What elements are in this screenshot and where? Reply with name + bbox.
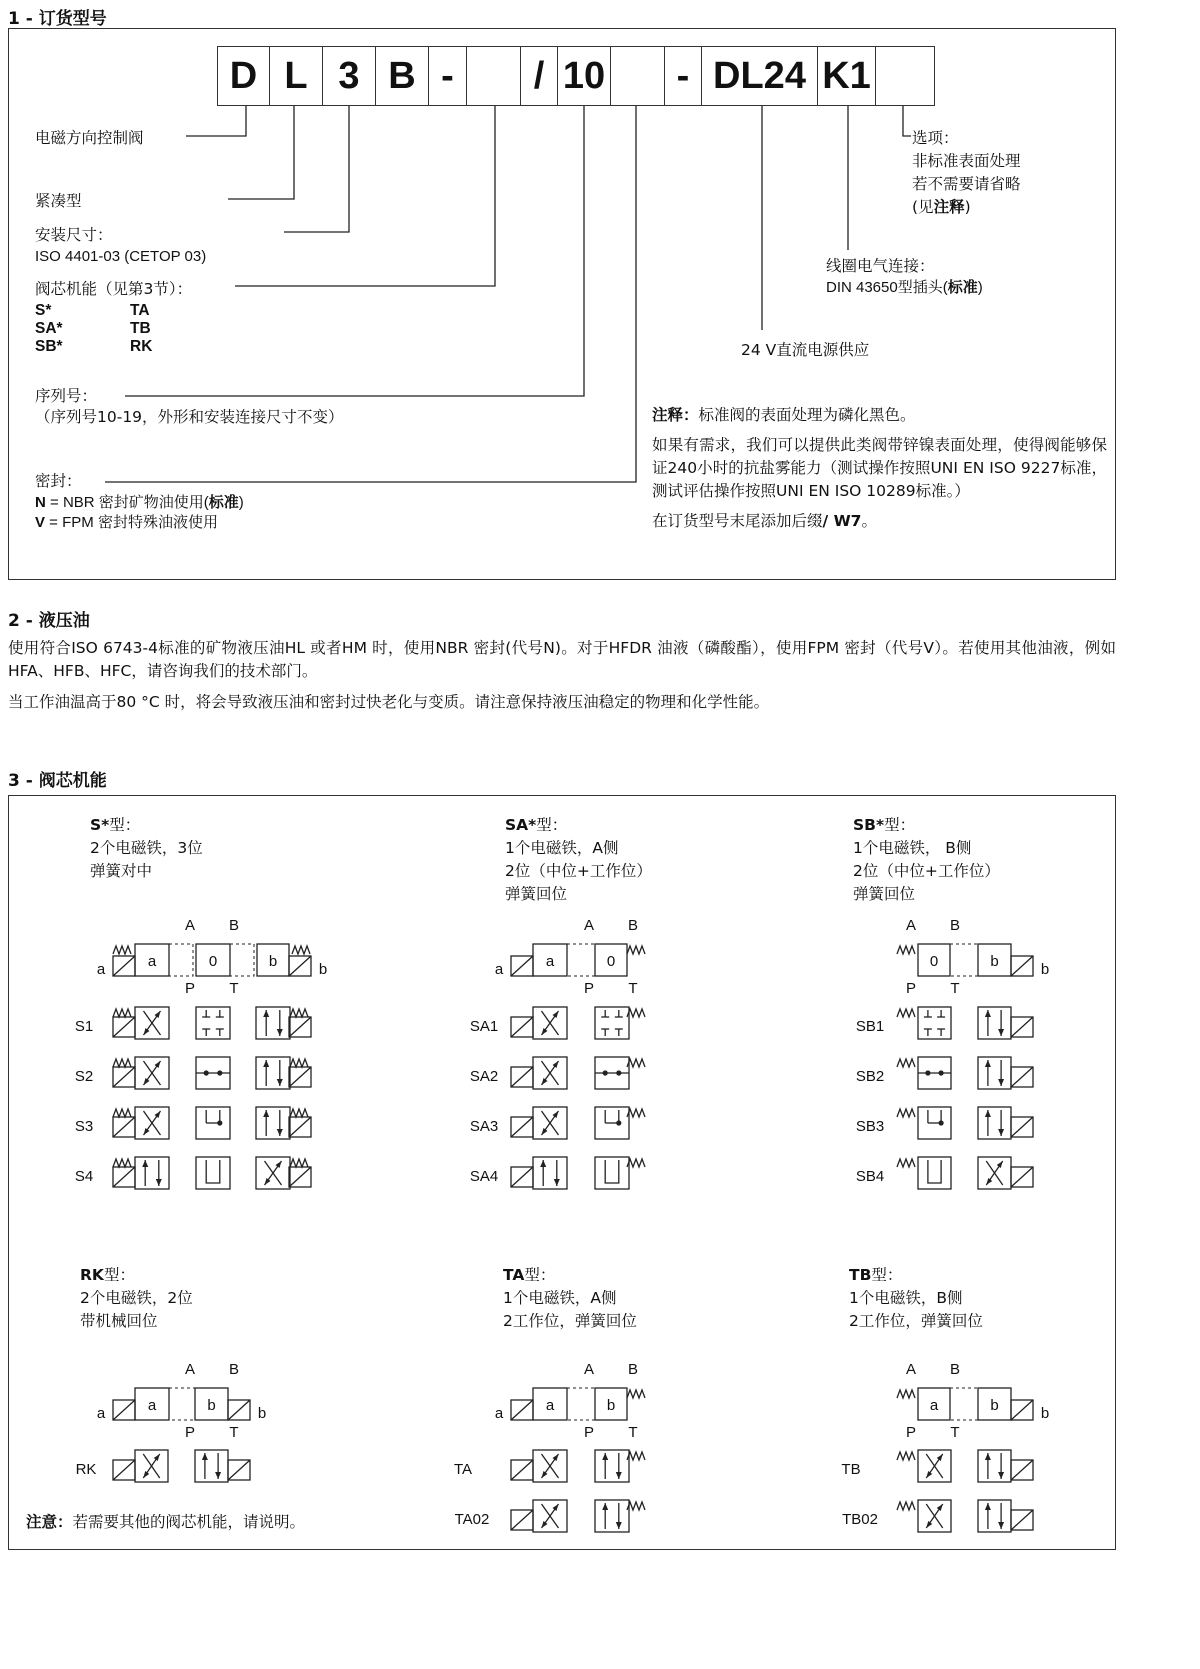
- sb-header-port-p: P: [905, 980, 917, 997]
- coil-post: ): [977, 279, 983, 296]
- fluid-para-2: 当工作油温高于80 °C 时，将会导致液压油和密封过快老化与变质。请注意保持液压油稳定的物理和化学性能。: [8, 693, 770, 711]
- s-header-port-b: B: [228, 917, 240, 934]
- s-header-port-a: A: [184, 917, 196, 934]
- s-row-4-label: S4: [74, 1168, 94, 1185]
- s-header-box-label-4: b: [268, 953, 278, 970]
- code-cell-connector: K1: [817, 46, 876, 106]
- s-row-3-label: S3: [74, 1118, 94, 1135]
- sb-header-box-label-0: 0: [929, 953, 939, 970]
- sa-header-port-a: A: [583, 917, 595, 934]
- note-bold: 注释：: [652, 406, 699, 424]
- spool-code: S*: [35, 302, 52, 319]
- ta-header-side-a: a: [494, 1405, 504, 1422]
- sb-header-side-b: b: [1040, 961, 1050, 978]
- note3-bold: / W7: [822, 512, 862, 530]
- footnote: [26, 1512, 305, 1533]
- rk-header-port-p: P: [184, 1424, 196, 1441]
- seal-v-text: = FPM 密封特殊油液使用: [45, 514, 218, 531]
- code-cell-spool: [466, 46, 521, 106]
- section-2-heading: 2 - 液压油: [8, 611, 90, 631]
- label-mount-value: ISO 4401-03 (CETOP 03): [35, 248, 207, 265]
- sb-row-1-label: SB1: [855, 1018, 885, 1035]
- sa-header-port-t: T: [628, 980, 638, 997]
- seal-n-code: N: [35, 494, 46, 511]
- sa-row-1-label: SA1: [469, 1018, 499, 1035]
- code-cell-option: [875, 46, 935, 106]
- code-cell-dash-1: -: [428, 46, 467, 106]
- label-supply: 24 V直流电源供应: [741, 341, 870, 359]
- sb-header-port-b: B: [949, 917, 961, 934]
- coil-bold: 标准: [947, 279, 978, 296]
- group-rk-line1: 2个电磁铁，2位: [80, 1289, 193, 1307]
- group-tb-line2: 2工作位，弹簧回位: [849, 1312, 983, 1330]
- group-sb-line3: 弹簧回位: [853, 885, 916, 903]
- group-sb-code: SB*: [853, 816, 885, 834]
- group-tb-suffix: 型：: [871, 1266, 903, 1284]
- label-spool-title: 阀芯机能（见第3节）：: [35, 280, 193, 298]
- group-s-suffix: 型：: [109, 816, 141, 834]
- opt3-post: ): [964, 198, 971, 216]
- note3-pre: 在订货型号末尾添加后缀: [652, 512, 823, 530]
- label-series-title: 序列号：: [35, 387, 98, 405]
- label-option-line3: [912, 197, 971, 218]
- label-mount-title: 安装尺寸：: [35, 226, 113, 244]
- group-tb-code: TB: [849, 1266, 872, 1284]
- code-cell-dash-2: -: [664, 46, 702, 106]
- tb-row-2-label: TB02: [842, 1511, 878, 1528]
- s-header-box-label-0: a: [147, 953, 157, 970]
- sa-header-side-a: a: [494, 961, 504, 978]
- rk-header-side-b: b: [257, 1405, 267, 1422]
- s-row-2-label: S2: [74, 1068, 94, 1085]
- sb-row-2-label: SB2: [855, 1068, 885, 1085]
- tb-header-port-t: T: [950, 1424, 960, 1441]
- label-option-title: 选项：: [912, 129, 959, 147]
- spool-code: TA: [130, 302, 150, 319]
- s-header-box-label-2: 0: [208, 953, 218, 970]
- spool-list-col2: [130, 300, 152, 358]
- note-text: 标准阀的表面处理为磷化黑色。: [698, 406, 916, 424]
- ta-row-1-label: TA: [453, 1461, 473, 1478]
- group-ta-suffix: 型：: [524, 1266, 556, 1284]
- label-coil-title: 线圈电气连接：: [826, 257, 935, 275]
- seal-v-code: V: [35, 514, 46, 531]
- note-para2: 如果有需求，我们可以提供此类阀带锌镍表面处理，使得阀能够保证240小时的抗盐雾能力（测试操作按照UNI EN ISO 9227标准，测试评估操作按照UNI EN ISO 10289标准。）: [652, 436, 1107, 500]
- sa-header-box-label-0: a: [545, 953, 555, 970]
- label-option-line1: 非标准表面处理: [912, 152, 1021, 170]
- label-compact: 紧凑型: [35, 192, 82, 210]
- s-header-side-b: b: [318, 961, 328, 978]
- note3-post: 。: [861, 512, 877, 530]
- spool-code: TB: [130, 320, 151, 337]
- spool-code: SB*: [35, 338, 63, 355]
- code-cell-d: D: [217, 46, 270, 106]
- tb-header-side-b: b: [1040, 1405, 1050, 1422]
- code-cell-l: L: [269, 46, 323, 106]
- tb-header-box-label-0: a: [929, 1397, 939, 1414]
- code-cell-b: B: [375, 46, 429, 106]
- tb-header-port-p: P: [905, 1424, 917, 1441]
- label-seal-v: [35, 512, 218, 533]
- seal-n-std: 标准: [208, 494, 239, 511]
- ta-header-port-p: P: [583, 1424, 595, 1441]
- group-rk-line2: 带机械回位: [80, 1312, 158, 1330]
- sa-header-box-label-2: 0: [606, 953, 616, 970]
- section-1-heading: 1 - 订货型号: [8, 9, 107, 29]
- code-cell-series: 10: [557, 46, 611, 106]
- footnote-bold: 注意：: [26, 1513, 73, 1531]
- rk-header-port-b: B: [228, 1361, 240, 1378]
- group-sa-code: SA*: [505, 816, 537, 834]
- group-sa-line3: 弹簧回位: [505, 885, 568, 903]
- label-option-line2: 若不需要请省略: [912, 175, 1021, 193]
- ta-header-port-b: B: [627, 1361, 639, 1378]
- group-sa-suffix: 型：: [536, 816, 568, 834]
- spool-functions-box: [8, 795, 1116, 1550]
- ta-header-box-label-2: b: [606, 1397, 616, 1414]
- rk-header-side-a: a: [96, 1405, 106, 1422]
- sb-row-3-label: SB3: [855, 1118, 885, 1135]
- sb-row-4-label: SB4: [855, 1168, 885, 1185]
- group-s-code: S*: [90, 816, 110, 834]
- group-s-desc: [90, 815, 203, 882]
- group-tb-desc: [849, 1265, 983, 1332]
- footnote-text: 若需要其他的阀芯机能，请说明。: [72, 1513, 306, 1531]
- spool-list-col1: [35, 300, 63, 358]
- group-ta-line1: 1个电磁铁，A侧: [503, 1289, 617, 1307]
- group-s-line2: 弹簧对中: [90, 862, 153, 880]
- seal-n-close: ): [238, 494, 244, 511]
- sa-header-port-b: B: [627, 917, 639, 934]
- group-rk-desc: [80, 1265, 193, 1332]
- rk-header-box-label-2: b: [207, 1397, 216, 1414]
- ta-header-box-label-0: a: [545, 1397, 555, 1414]
- tb-row-1-label: TB: [841, 1461, 861, 1478]
- group-ta-code: TA: [503, 1266, 525, 1284]
- spool-code: SA*: [35, 320, 63, 337]
- group-sb-suffix: 型：: [884, 816, 916, 834]
- rk-header-box-label-0: a: [147, 1397, 157, 1414]
- ta-header-port-a: A: [583, 1361, 595, 1378]
- sb-header-port-a: A: [905, 917, 917, 934]
- code-cell-size: 3: [322, 46, 376, 106]
- label-seal-n: [35, 492, 244, 513]
- group-sb-line1: 1个电磁铁， B侧: [853, 839, 972, 857]
- group-sa-line2: 2位（中位+工作位）: [505, 862, 652, 880]
- sa-row-2-label: SA2: [469, 1068, 499, 1085]
- section-3-heading: 3 - 阀芯机能: [8, 771, 107, 791]
- coil-pre: DIN 43650型插头(: [826, 279, 948, 296]
- ta-row-2-label: TA02: [454, 1511, 490, 1528]
- note-line1: [652, 404, 1107, 427]
- rk-row-label: RK: [75, 1461, 97, 1478]
- label-series-note: （序列号10-19，外形和安装连接尺寸不变）: [35, 408, 344, 426]
- code-cell-seal: [610, 46, 665, 106]
- label-coil-value: [826, 277, 983, 298]
- group-s-line1: 2个电磁铁，3位: [90, 839, 203, 857]
- group-rk-suffix: 型：: [103, 1266, 135, 1284]
- tb-header-port-b: B: [949, 1361, 961, 1378]
- code-cell-slash: /: [520, 46, 558, 106]
- label-seal-title: 密封：: [35, 472, 82, 490]
- sa-header-port-p: P: [583, 980, 595, 997]
- label-valve-type: 电磁方向控制阀: [35, 129, 144, 147]
- tb-header-box-label-2: b: [990, 1397, 999, 1414]
- group-sa-desc: [505, 815, 652, 905]
- group-ta-desc: [503, 1265, 637, 1332]
- rk-header-port-a: A: [184, 1361, 196, 1378]
- s-row-1-label: S1: [74, 1018, 94, 1035]
- note-para3: [652, 510, 1107, 533]
- group-ta-line2: 2工作位，弹簧回位: [503, 1312, 637, 1330]
- group-sb-line2: 2位（中位+工作位）: [853, 862, 1000, 880]
- sb-header-port-t: T: [950, 980, 960, 997]
- group-sb-desc: [853, 815, 1000, 905]
- s-header-port-p: P: [184, 980, 196, 997]
- rk-header-port-t: T: [229, 1424, 239, 1441]
- sb-header-box-label-2: b: [990, 953, 999, 970]
- spool-code: RK: [130, 338, 153, 355]
- seal-n-text: = NBR 密封矿物油使用(: [45, 494, 209, 511]
- group-tb-line1: 1个电磁铁，B侧: [849, 1289, 963, 1307]
- code-cell-voltage: DL24: [701, 46, 818, 106]
- group-rk-code: RK: [80, 1266, 104, 1284]
- sa-row-4-label: SA4: [469, 1168, 499, 1185]
- sa-row-3-label: SA3: [469, 1118, 499, 1135]
- s-header-port-t: T: [229, 980, 239, 997]
- note-block: [652, 404, 1107, 533]
- opt3-pre: (见: [912, 198, 934, 216]
- s-header-side-a: a: [96, 961, 106, 978]
- ta-header-port-t: T: [628, 1424, 638, 1441]
- tb-header-port-a: A: [905, 1361, 917, 1378]
- fluid-para-1: 使用符合ISO 6743-4标准的矿物液压油HL 或者HM 时，使用NBR 密封(代号N)。对于HFDR 油液（磷酸酯），使用FPM 密封（代号V）。若使用其他油液，例如HFA、HFB、HFC，请咨询我们的技术部门。: [8, 639, 1116, 680]
- group-sa-line1: 1个电磁铁，A侧: [505, 839, 619, 857]
- opt3-bold: 注释: [933, 198, 965, 216]
